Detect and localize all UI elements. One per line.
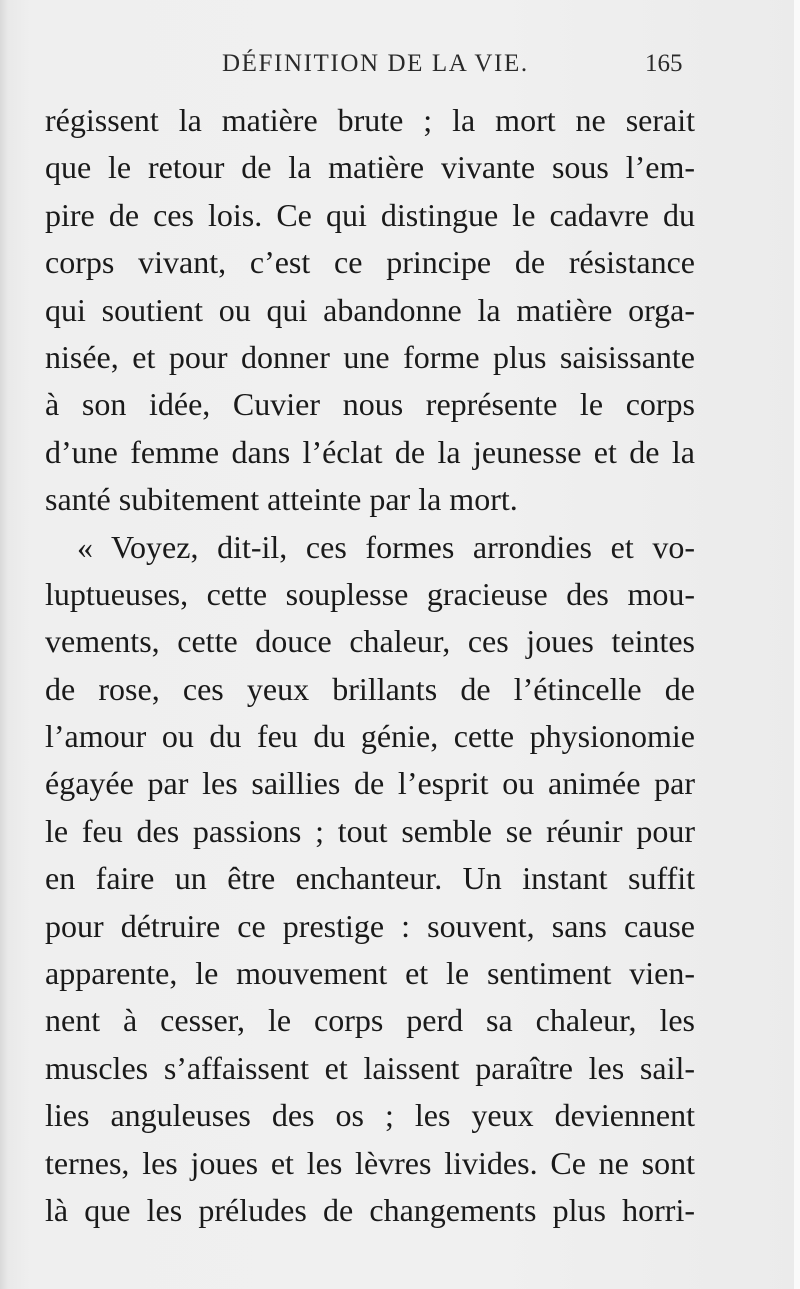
text-line: nent à cesser, le corps perd sa chaleur, les [45, 1002, 695, 1039]
text-line: muscles s’affaissent et laissent paraître les sail- [45, 1049, 695, 1086]
text-line: pire de ces lois. Ce qui distingue le cadavre du [45, 196, 695, 233]
text-line: d’une femme dans l’éclat de la jeunesse et de la [45, 433, 695, 470]
text-line: là que les préludes de changements plus horri- [45, 1191, 695, 1228]
text-line: vements, cette douce chaleur, ces joues teintes [45, 623, 695, 660]
text-line: nisée, et pour donner une forme plus saisissante [45, 338, 695, 375]
page-header [0, 50, 800, 90]
text-line: le feu des passions ; tout semble se réunir pour [45, 812, 695, 849]
text-line: apparente, le mouvement et le sentiment vien- [45, 955, 695, 992]
text-line: de rose, ces yeux brillants de l’étincelle de [45, 670, 695, 707]
text-line: pour détruire ce prestige : souvent, sans cause [45, 907, 695, 944]
text-line: régissent la matière brute ; la mort ne serait [45, 102, 695, 138]
page-number: 165 [645, 50, 683, 77]
text-line: égayée par les saillies de l’esprit ou animée par [45, 765, 695, 802]
body-text [45, 97, 695, 1234]
text-line: lies anguleuses des os ; les yeux deviennent [45, 1097, 695, 1134]
paragraph-start-line: « Voyez, dit-il, ces formes arrondies et vo- [77, 528, 695, 565]
text-line: corps vivant, c’est ce principe de résistance [45, 244, 695, 281]
text-line: qui soutient ou qui abandonne la matière orga- [45, 291, 695, 328]
text-line: luptueuses, cette souplesse gracieuse des mou- [45, 575, 695, 612]
text-line: l’amour ou du feu du génie, cette physionomie [45, 718, 695, 755]
text-line: à son idée, Cuvier nous représente le corps [45, 386, 695, 423]
running-title: DÉFINITION DE LA VIE. [222, 50, 529, 77]
paragraph-end-line: santé subitement atteinte par la mort. [45, 481, 518, 518]
text-line: que le retour de la matière vivante sous l’em- [45, 149, 695, 186]
text-line: en faire un être enchanteur. Un instant suffit [45, 860, 695, 897]
text-line: ternes, les joues et les lèvres livides. Ce ne sont [45, 1144, 695, 1181]
scan-edge [794, 0, 800, 1289]
